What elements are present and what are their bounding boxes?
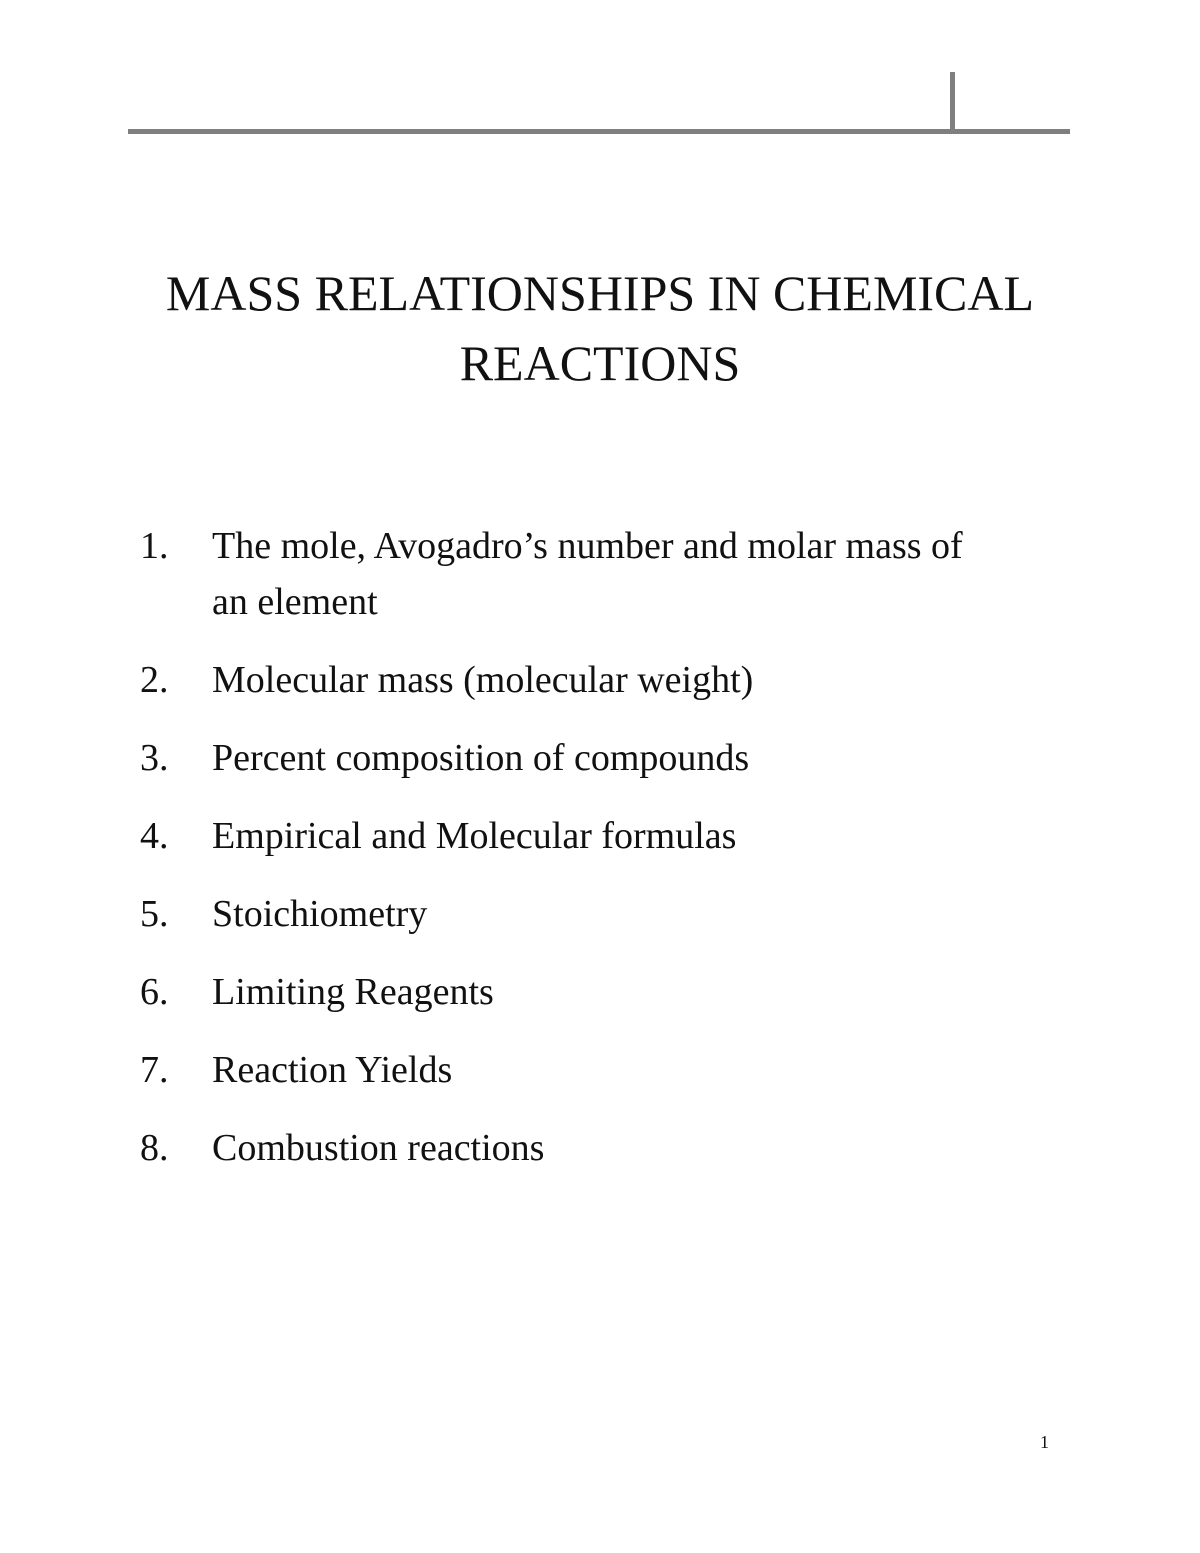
list-item — [140, 730, 1040, 786]
title-line-1: MASS RELATIONSHIPS IN CHEMICAL — [165, 265, 1035, 321]
list-item-text: Molecular mass (molecular weight) — [212, 659, 754, 701]
list-item-text: Limiting Reagents — [212, 971, 494, 1013]
list-item-text: Percent composition of compounds — [212, 737, 750, 779]
list-item-text: Empirical and Molecular formulas — [212, 815, 737, 857]
list-item — [140, 652, 1040, 708]
list-item-number: 4. — [140, 815, 169, 857]
list-item-text: Combustion reactions — [212, 1127, 545, 1169]
page-number: 1 — [1040, 1432, 1049, 1452]
list-item-number: 7. — [140, 1049, 169, 1091]
list-item-text: The mole, Avogadro’s number and molar mass of an element — [212, 525, 963, 623]
list-item — [140, 964, 1040, 1020]
list-item-text: Stoichiometry — [212, 893, 428, 935]
list-item-text: Reaction Yields — [212, 1049, 453, 1091]
page-title — [100, 258, 1100, 398]
list-item-number: 1. — [140, 525, 169, 567]
header-tick — [950, 72, 955, 134]
list-item — [140, 518, 972, 630]
list-item — [140, 808, 1040, 864]
title-line-2: REACTIONS — [459, 335, 741, 391]
list-item-number: 2. — [140, 659, 169, 701]
topic-list — [140, 518, 1040, 1198]
list-item — [140, 1042, 1040, 1098]
list-item-number: 8. — [140, 1127, 169, 1169]
list-item-number: 3. — [140, 737, 169, 779]
list-item — [140, 886, 1040, 942]
list-item-number: 6. — [140, 971, 169, 1013]
list-item — [140, 1120, 1040, 1176]
header-rule — [128, 129, 1070, 134]
list-item-number: 5. — [140, 893, 169, 935]
